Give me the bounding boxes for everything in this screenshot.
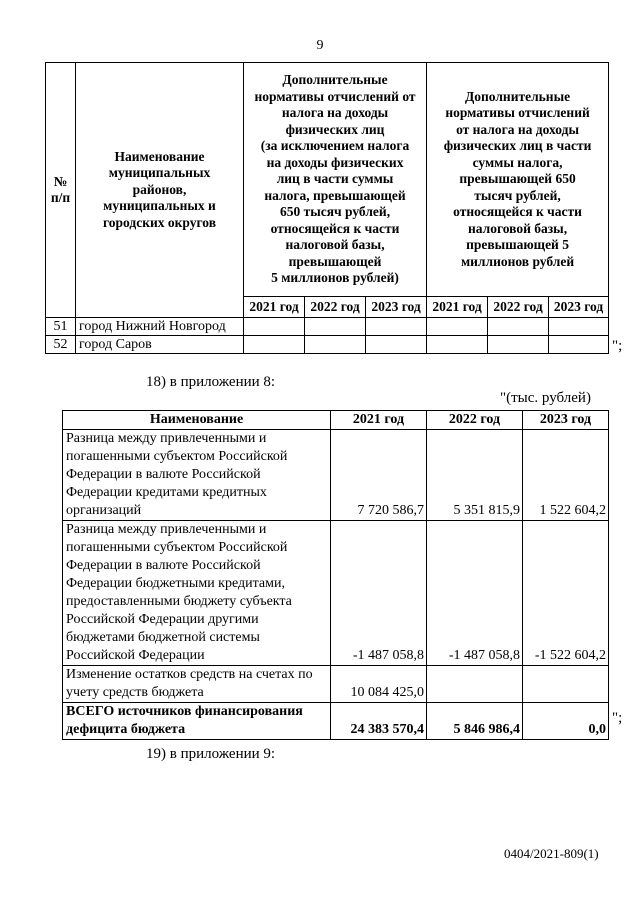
row-label: Изменение остатков средств на счетах по учету средств бюджета [63,666,331,703]
col-header: Наименование [63,411,331,430]
municipality-name: город Саров [76,336,244,354]
normatives-table [45,62,609,354]
col-header: 2022 год [427,411,523,430]
value-2022: 5 846 986,4 [427,703,523,740]
value-2023: -1 522 604,2 [523,521,609,666]
item-19-heading: 19) в приложении 9: [146,746,276,762]
year-header: 2021 год [427,297,488,318]
page-number: 9 [316,38,324,53]
value-2023: 1 522 604,2 [523,430,609,521]
document-code: 0404/2021-809(1) [504,846,599,861]
value-2023: 0,0 [523,703,609,740]
col-number-header: № п/п [46,63,76,318]
table-row-total [63,703,609,740]
value-2022: -1 487 058,8 [427,521,523,666]
table-row [46,336,609,354]
year-header: 2023 год [366,297,427,318]
closing-quote: "; [612,710,623,726]
table-row [63,666,609,703]
value-2021: 24 383 570,4 [331,703,427,740]
col-group1-header: Дополнительные нормативы отчислений от налога на доходы физических лиц (за исключением налога на доходы физических лиц в части суммы налога, превышающей 650 тысяч рублей, относящейся к части налоговой базы, превышающей 5 миллионов рублей) [244,63,427,297]
row-number: 51 [46,318,76,336]
col-header: 2023 год [523,411,609,430]
year-header: 2022 год [305,297,366,318]
value-2022 [427,666,523,703]
year-header: 2023 год [549,297,609,318]
table-row [63,430,609,521]
value-2021: 7 720 586,7 [331,430,427,521]
table-row [46,318,609,336]
item-18-heading: 18) в приложении 8: [146,374,276,390]
closing-quote: "; [612,338,623,354]
col-name-header: Наименование муниципальных районов, муниципальных и городских округов [76,63,244,318]
row-number: 52 [46,336,76,354]
row-label: ВСЕГО источников финансирования дефицита бюджета [63,703,331,740]
units-label: "(тыс. рублей) [500,390,591,406]
value-2021: -1 487 058,8 [331,521,427,666]
year-header: 2021 год [244,297,305,318]
row-label: Разница между привлеченными и погашенными субъектом Российской Федерации в валюте Российской Федерации кредитами кредитных организаций [63,430,331,521]
table-row [63,521,609,666]
year-header: 2022 год [488,297,549,318]
value-2023 [523,666,609,703]
row-label: Разница между привлеченными и погашенными субъектом Российской Федерации в валюте Российской Федерации бюджетными кредитами, предоставленными бюджету субъекта Российской Федерации другими бюджетами бюджетной системы Российской Федерации [63,521,331,666]
col-group2-header: Дополнительные нормативы отчислений от налога на доходы физических лиц в части суммы налога, превышающей 650 тысяч рублей, относящейся к части налоговой базы, превышающей 5 миллионов рублей [427,63,609,297]
col-header: 2021 год [331,411,427,430]
financing-sources-table [62,410,609,740]
municipality-name: город Нижний Новгород [76,318,244,336]
value-2021: 10 084 425,0 [331,666,427,703]
value-2022: 5 351 815,9 [427,430,523,521]
